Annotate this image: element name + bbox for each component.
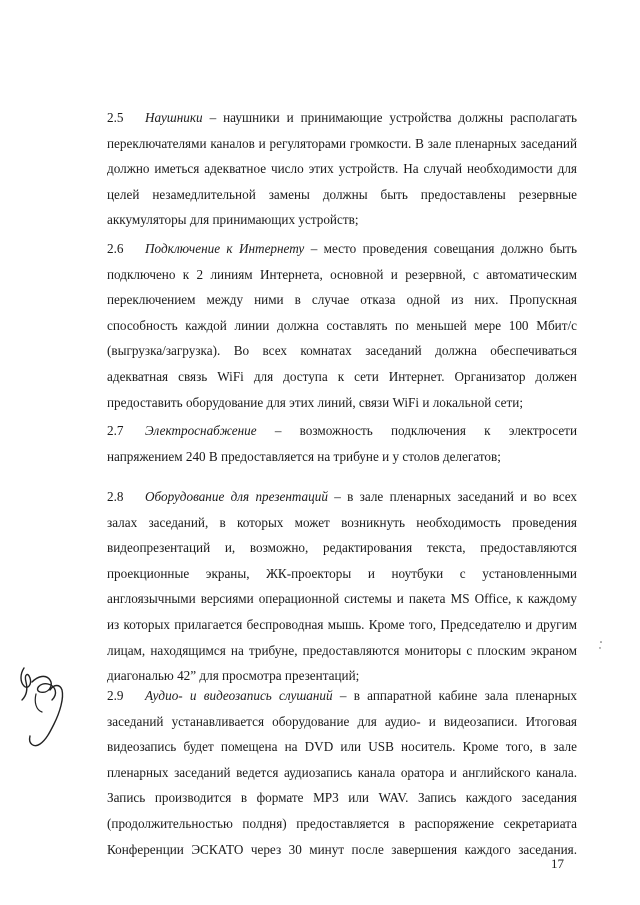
section-heading: Электроснабжение: [145, 423, 257, 438]
section-number: 2.9: [107, 688, 124, 703]
section-text-line: проекционные экраны, ЖК-проекторы и ноутбуки с установленными: [107, 565, 577, 581]
section-text-line: напряжением 240 В предоставляется на трибуне и у столов делегатов;: [107, 448, 501, 464]
margin-speck-mark: [598, 640, 604, 650]
section-heading: Наушники: [145, 110, 203, 125]
handwritten-initials-signature: [10, 660, 70, 750]
section-text-line: видеопрезентаций и, возможно, редактирования текста, предоставляются: [107, 540, 577, 556]
section-text-line: – место проведения совещания должно быть: [310, 241, 578, 256]
section-text-line: переключателями каналов и регуляторами громкости. В зале пленарных заседаний: [107, 135, 577, 151]
section-first-line: [107, 105, 577, 131]
section-text-line: из которых прилагается беспроводная мышь. Кроме того, Председателю и другим: [107, 616, 577, 632]
section-2-9: [107, 683, 577, 862]
section-text-line: целей незамедлительной замены должны быть предоставлены резервные: [107, 186, 577, 202]
section-number: 2.8: [107, 489, 124, 504]
page-number: 17: [551, 856, 564, 871]
section-text-line: предоставить оборудование для этих линий, связи WiFi и локальной сети;: [107, 394, 524, 410]
section-2-7: [107, 418, 577, 469]
section-text-line: – в зале пленарных заседаний и во всех: [334, 489, 578, 504]
section-first-line: [107, 418, 577, 444]
section-number: 2.7: [107, 423, 124, 438]
section-text-line: – наушники и принимающие устройства должны располагать: [209, 110, 578, 125]
section-text-line: залах заседаний, в которых может возникнуть необходимость проведения: [107, 514, 577, 530]
section-2-8: [107, 484, 577, 689]
section-text-line: заседаний устанавливается оборудование для аудио- и видеозаписи. Итоговая: [107, 713, 577, 729]
section-text-line: Запись производится в формате MP3 или WAV. Запись каждого заседания: [107, 790, 577, 806]
section-first-line: [107, 236, 577, 262]
section-text-line: способность каждой линии должна составлять по меньшей мере 100 Мбит/с: [107, 317, 577, 333]
section-number: 2.6: [107, 241, 124, 256]
section-text-line: пленарных заседаний ведется аудиозапись канала оратора и английского канала.: [107, 764, 577, 780]
section-text-line: аккумуляторы для принимающих устройств;: [107, 212, 359, 228]
section-text-line: (продолжительностью полдня) предоставляется в распоряжение секретариата: [107, 815, 577, 831]
section-text-line: англоязычными версиями операционной системы и пакета MS Office, к каждому: [107, 591, 577, 607]
section-text-line: видеозапись будет помещена на DVD или USB носитель. Кроме того, в зале: [107, 739, 577, 755]
section-first-line: [107, 484, 577, 510]
section-text-line: Конференции ЭСКАТО через 30 минут после завершения каждого заседания.: [107, 841, 577, 857]
section-text-line: – возможность подключения к электросети: [274, 423, 577, 438]
section-heading: Аудио- и видеозапись слушаний: [145, 688, 333, 703]
section-text-line: диагональю 42” для просмотра презентаций;: [107, 668, 360, 684]
section-heading: Подключение к Интернету: [145, 241, 305, 256]
section-heading: Оборудование для презентаций: [145, 489, 328, 504]
section-text-line: (выгрузка/загрузка). Во всех комнатах заседаний должна обеспечиваться: [107, 343, 577, 359]
section-2-5: [107, 105, 577, 233]
section-text-line: лицам, находящимся на трибуне, предоставляются мониторы с плоским экраном: [107, 642, 577, 658]
section-text-line: переключением между ними в случае отказа одной из них. Пропускная: [107, 292, 577, 308]
section-text-line: должно иметься адекватное число этих устройств. На случай необходимости для: [107, 161, 577, 177]
section-text-line: – в аппаратной кабине зала пленарных: [339, 688, 577, 703]
section-2-6: [107, 236, 577, 415]
section-number: 2.5: [107, 110, 124, 125]
section-text-line: подключено к 2 линиям Интернета, основной и резервной, с автоматическим: [107, 266, 577, 282]
section-text-line: адекватная связь WiFi для доступа к сети Интернет. Организатор должен: [107, 368, 577, 384]
section-first-line: [107, 683, 577, 709]
